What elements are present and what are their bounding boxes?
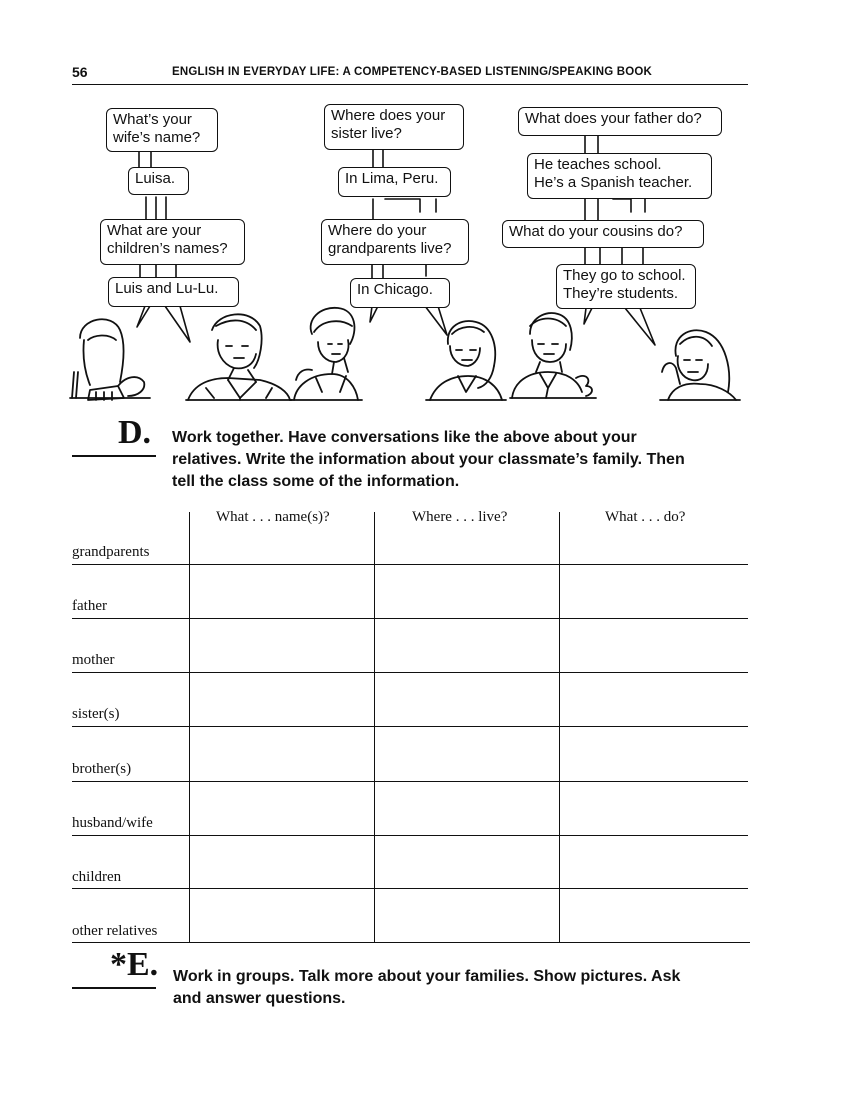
bubble-question-cousins-do <box>502 220 704 248</box>
bubble-question-grandparents-live <box>321 219 469 265</box>
bubble-text: What do your cousins do? <box>509 223 683 240</box>
column-divider <box>559 512 560 943</box>
woman-figure-4 <box>426 321 506 400</box>
bubble-answer-cousins-do <box>556 264 696 309</box>
running-title: ENGLISH IN EVERYDAY LIFE: A COMPETENCY-BASED LISTENING/SPEAKING BOOK <box>172 66 653 78</box>
bubble-text: Luisa. <box>135 170 176 187</box>
row-rule <box>72 942 750 943</box>
column-header-do: What . . . do? <box>605 509 686 525</box>
woman-figure-6 <box>660 330 740 400</box>
exercise-e-rule <box>72 987 156 989</box>
row-label-brothers: brother(s) <box>72 761 132 777</box>
bubble-text: What are your children’s names? <box>107 222 228 257</box>
bubble-question-father-do <box>518 107 722 136</box>
row-rule <box>72 618 748 619</box>
bubble-text: Where do your grandparents live? <box>328 222 452 257</box>
bubble-question-children-names <box>100 219 245 265</box>
row-rule <box>72 888 748 889</box>
bubble-question-wife-name <box>106 108 218 152</box>
row-label-sisters: sister(s) <box>72 706 120 722</box>
bubble-text: They go to school. They’re students. <box>563 267 686 302</box>
bubble-question-sister-live <box>324 104 464 150</box>
bubble-answer-father-do <box>527 153 712 199</box>
column-header-live: Where . . . live? <box>412 509 508 525</box>
bubble-text: What does your father do? <box>525 110 702 127</box>
exercise-e-instructions <box>173 966 680 1010</box>
instruction-line: tell the class some of the information. <box>172 473 460 490</box>
bubble-text: Where does your sister live? <box>331 107 446 142</box>
bubble-text: Luis and Lu-Lu. <box>115 280 219 297</box>
bubble-text: In Lima, Peru. <box>345 170 439 187</box>
row-rule <box>72 835 748 836</box>
row-label-children: children <box>72 869 122 885</box>
row-rule <box>72 726 748 727</box>
instruction-line: Work in groups. Talk more about your families. Show pictures. Ask <box>173 968 681 985</box>
instruction-line: Work together. Have conversations like the above about your <box>172 429 637 446</box>
bubble-text: What’s your wife’s name? <box>113 111 201 146</box>
exercise-d-letter: D. <box>118 414 152 451</box>
row-label-mother: mother <box>72 652 115 668</box>
bubble-answer-grandparents-live <box>350 278 450 308</box>
page-number: 56 <box>72 64 88 80</box>
exercise-e-letter: *E. <box>110 946 159 983</box>
row-label-other-relatives: other relatives <box>72 923 158 939</box>
row-rule <box>72 781 748 782</box>
row-label-grandparents: grandparents <box>72 544 150 560</box>
man-figure-5 <box>510 313 596 398</box>
woman-figure-3 <box>290 308 362 400</box>
row-rule <box>72 672 748 673</box>
exercise-d-instructions <box>172 427 685 493</box>
bubble-text: He teaches school. He’s a Spanish teacher. <box>534 156 693 191</box>
bubble-answer-children-names <box>108 277 239 307</box>
woman-figure-1 <box>70 319 150 400</box>
instruction-line: relatives. Write the information about your classmate’s family. Then <box>172 451 685 468</box>
bubble-answer-wife-name <box>128 167 189 195</box>
row-label-husband-wife: husband/wife <box>72 815 153 831</box>
column-header-names: What . . . name(s)? <box>216 509 330 525</box>
man-figure-2 <box>186 314 292 400</box>
column-divider <box>374 512 375 943</box>
column-divider <box>189 512 190 943</box>
row-label-father: father <box>72 598 107 614</box>
instruction-line: and answer questions. <box>173 990 346 1007</box>
bubble-answer-sister-live <box>338 167 451 197</box>
exercise-d-rule <box>72 455 156 457</box>
dialog-illustration <box>0 0 850 410</box>
row-rule <box>72 564 748 565</box>
bubble-text: In Chicago. <box>357 281 433 298</box>
